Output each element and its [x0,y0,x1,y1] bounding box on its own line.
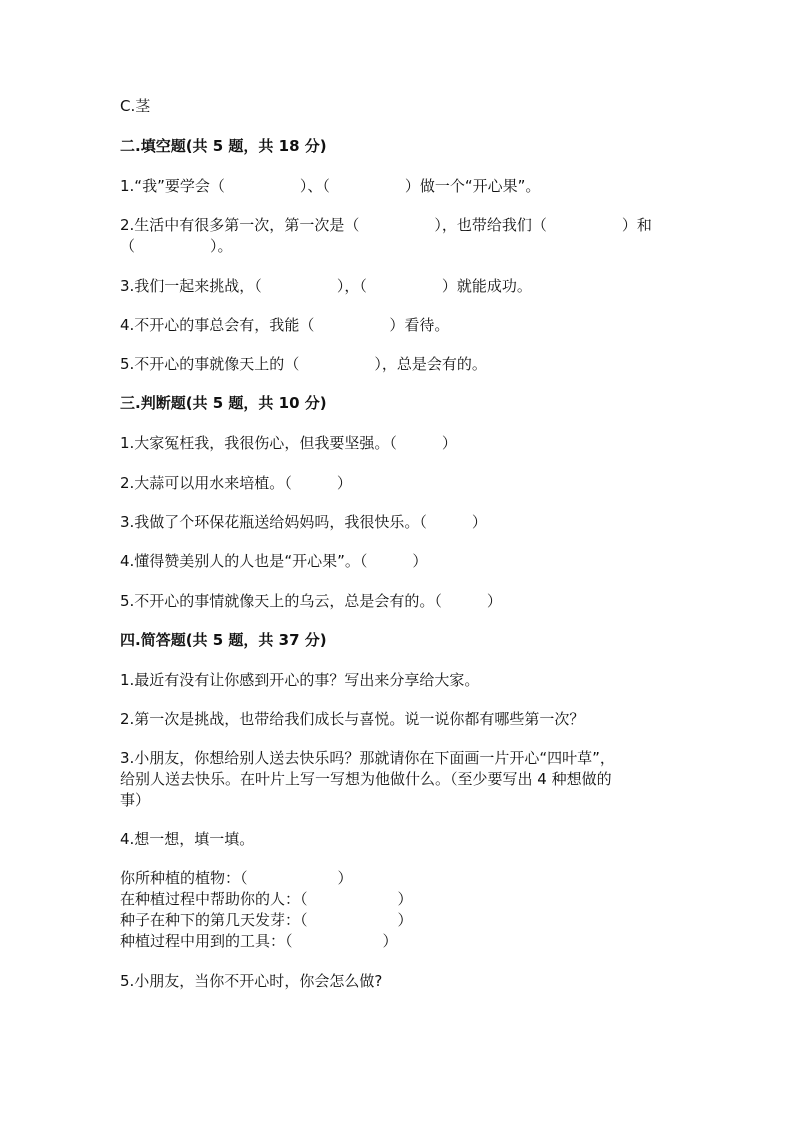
fill-blank-question-2-line-2: （ ）。 [120,237,233,255]
planting-blank-helper: 在种植过程中帮助你的人：（ ） [120,890,413,908]
fill-blank-question-4: 4.不开心的事总会有，我能（ ）看待。 [120,316,450,334]
short-answer-question-1: 1.最近有没有让你感到开心的事？写出来分享给大家。 [120,671,480,689]
judgement-question-3: 3.我做了个环保花瓶送给妈妈吗，我很快乐。（ ） [120,513,487,531]
fill-blank-question-5: 5.不开心的事就像天上的（ ），总是会有的。 [120,355,487,373]
judgement-question-1: 1.大家冤枉我，我很伤心，但我要坚强。（ ） [120,434,457,452]
planting-blank-plant: 你所种植的植物：（ ） [120,869,353,887]
short-answer-question-2: 2.第一次是挑战，也带给我们成长与喜悦。说一说你都有哪些第一次？ [120,710,585,728]
section-heading-judgement: 三.判断题(共 5 题，共 10 分) [120,394,327,412]
previous-answer-option: C.茎 [120,97,151,115]
short-answer-question-3-line-3: 事） [120,791,151,809]
planting-blank-tools: 种植过程中用到的工具：（ ） [120,932,398,950]
short-answer-question-5: 5.小朋友，当你不开心时，你会怎么做? [120,972,383,990]
judgement-question-4: 4.懂得赞美别人的人也是“开心果”。（ ） [120,552,428,570]
fill-blank-question-3: 3.我们一起来挑战，（ ），（ ）就能成功。 [120,277,532,295]
fill-blank-question-1: 1.“我”要学会（ ）、（ ）做一个“开心果”。 [120,177,541,195]
fill-blank-question-2-line-1: 2.生活中有很多第一次，第一次是（ ），也带给我们（ ）和 [120,216,652,234]
short-answer-question-3-line-2: 给别人送去快乐。在叶片上写一写想为他做什么。（至少要写出 4 种想做的 [120,770,612,788]
section-heading-fill-blank: 二.填空题(共 5 题，共 18 分) [120,137,327,155]
judgement-question-5: 5.不开心的事情就像天上的乌云，总是会有的。（ ） [120,592,502,610]
short-answer-question-3-line-1: 3.小朋友，你想给别人送去快乐吗？那就请你在下面画一片开心“四叶草”， [120,749,615,767]
short-answer-question-4: 4.想一想，填一填。 [120,830,255,848]
section-heading-short-answer: 四.简答题(共 5 题，共 37 分) [120,631,327,649]
judgement-question-2: 2.大蒜可以用水来培植。（ ） [120,474,352,492]
planting-blank-sprout-day: 种子在种下的第几天发芽：（ ） [120,911,413,929]
